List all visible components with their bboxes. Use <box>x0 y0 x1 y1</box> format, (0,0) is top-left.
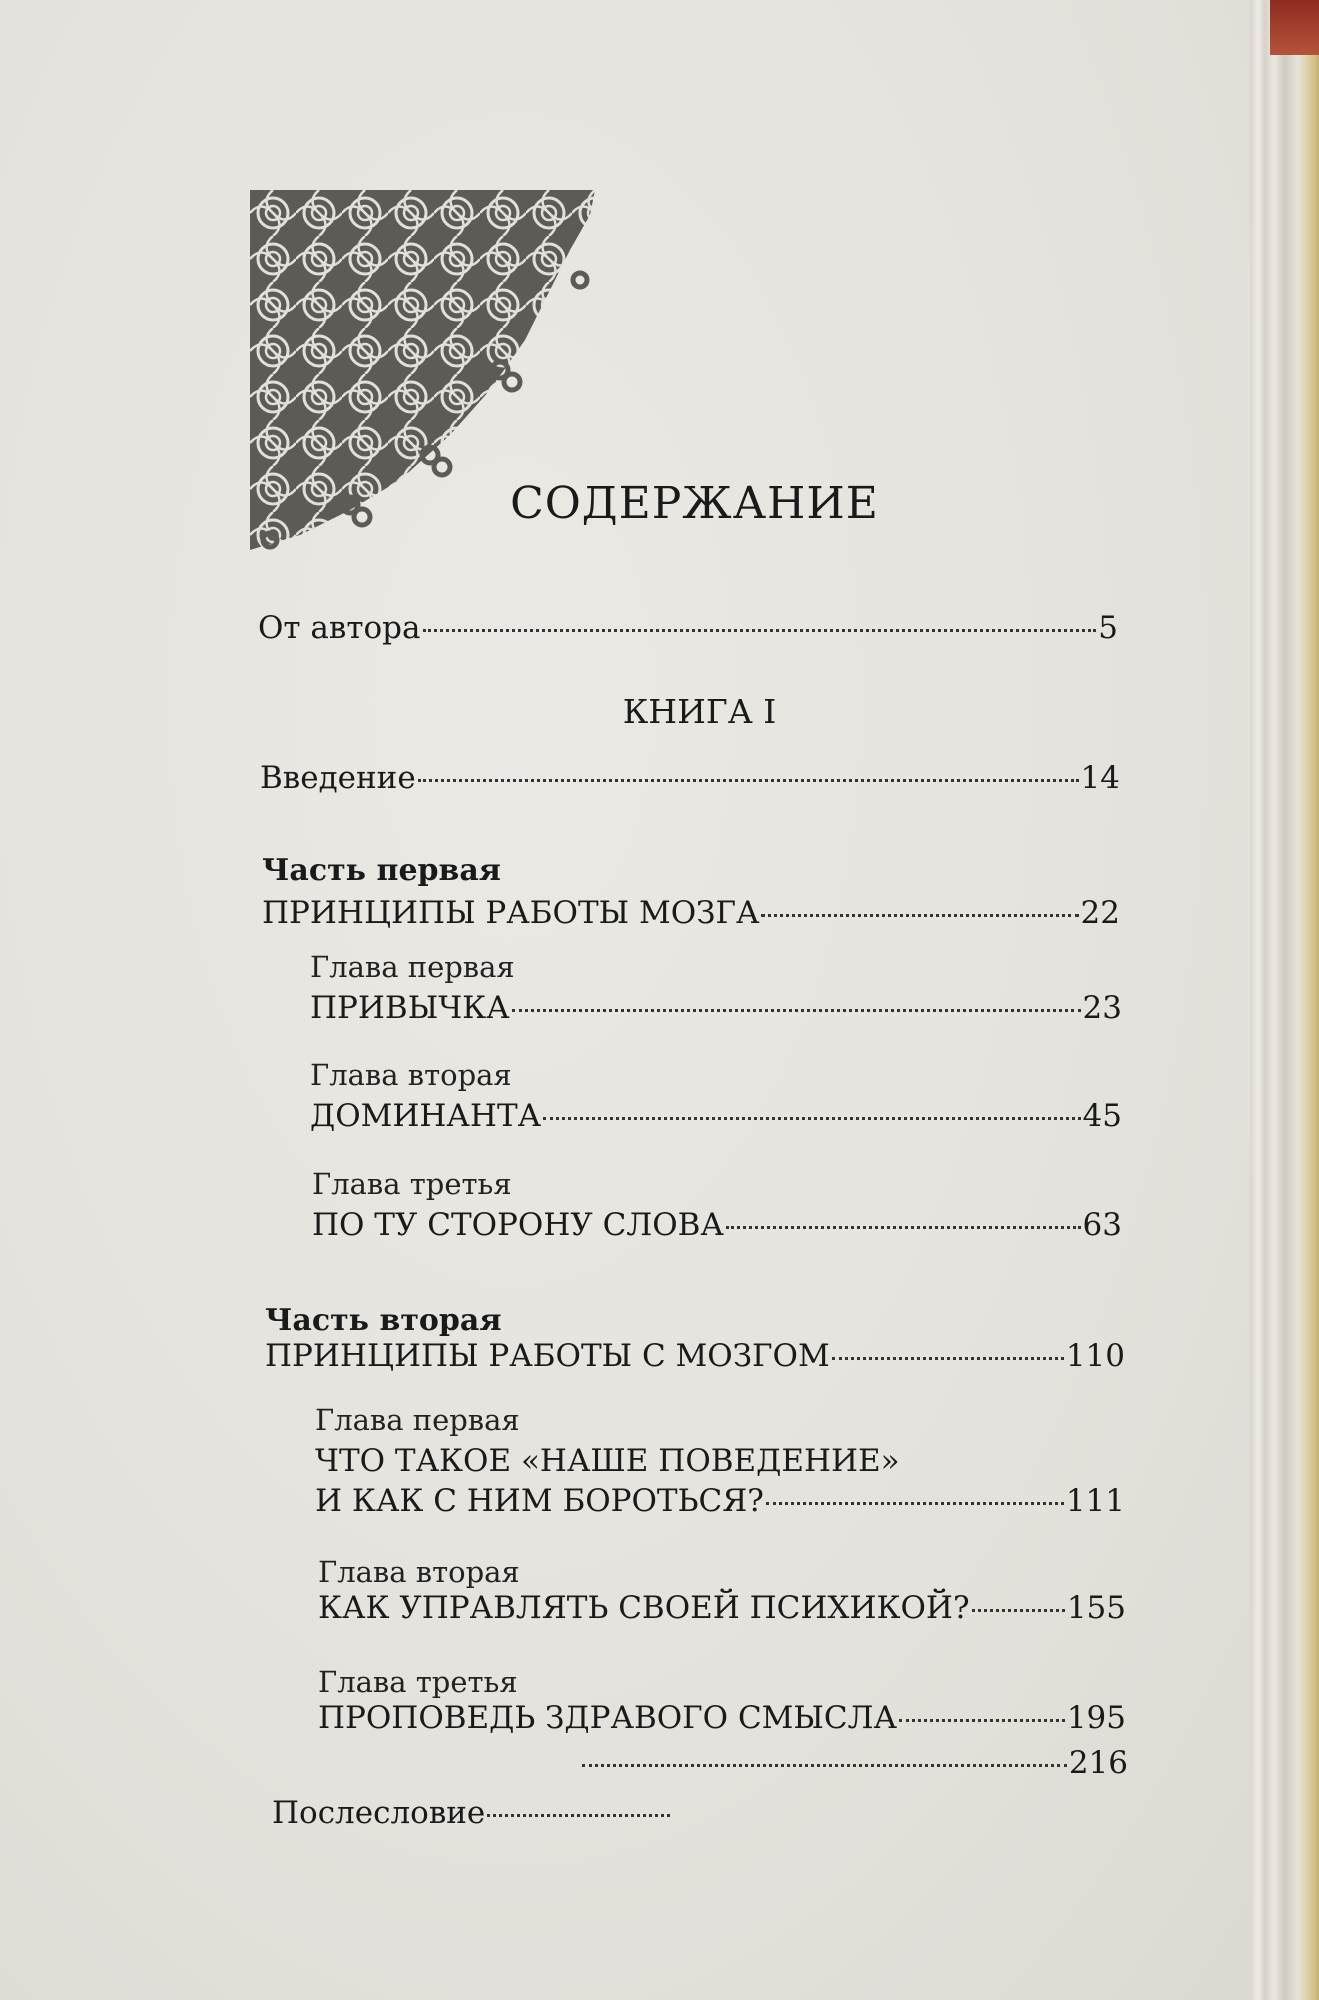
toc-entry-page: 110 <box>1065 1338 1125 1374</box>
chapter-label: Глава вторая <box>310 1058 512 1092</box>
chapter-label: Глава третья <box>318 1665 518 1699</box>
toc-entry-page: 111 <box>1065 1483 1125 1519</box>
dot-leader <box>766 1500 1064 1505</box>
toc-entry-chapter <box>310 1098 1122 1134</box>
toc-entry-chapter <box>310 990 1122 1026</box>
part2-label: Часть вторая <box>265 1303 502 1338</box>
toc-entry-page: 5 <box>1098 610 1118 646</box>
part1-label: Часть первая <box>262 853 501 888</box>
toc-entry-afterword <box>272 1745 1128 1781</box>
toc-entry-page: 23 <box>1082 990 1122 1026</box>
toc-entry-page: 45 <box>1082 1098 1122 1134</box>
toc-entry-label: И КАК С НИМ БОРОТЬСЯ? <box>315 1483 764 1519</box>
toc-entry-label: От автора <box>258 610 421 646</box>
dot-leader <box>512 1007 1081 1012</box>
toc-entry-label: ПРИНЦИПЫ РАБОТЫ С МОЗГОМ <box>265 1338 830 1374</box>
toc-entry-preface <box>258 610 1118 646</box>
chapter-label: Глава вторая <box>318 1555 520 1589</box>
toc-entry-label: ПРИНЦИПЫ РАБОТЫ МОЗГА <box>262 895 760 931</box>
toc-entry-label: ПО ТУ СТОРОНУ СЛОВА <box>312 1207 724 1243</box>
toc-entry-chapter <box>315 1483 1125 1519</box>
toc-entry-chapter <box>312 1207 1122 1243</box>
toc-entry-page: 63 <box>1082 1207 1122 1243</box>
toc-entry-chapter <box>318 1590 1126 1626</box>
toc-entry-intro <box>260 760 1120 796</box>
dot-leader <box>487 1812 670 1817</box>
dot-leader <box>423 627 1097 632</box>
toc-entry-page: 195 <box>1066 1700 1126 1736</box>
dot-leader <box>899 1717 1065 1722</box>
toc-entry-label: Введение <box>260 760 416 796</box>
toc-entry-label: ПРОПОВЕДЬ ЗДРАВОГО СМЫСЛА <box>318 1700 897 1736</box>
chapter-title-line: ЧТО ТАКОЕ «НАШЕ ПОВЕДЕНИЕ» <box>315 1443 900 1479</box>
chapter-label: Глава первая <box>315 1403 520 1437</box>
dot-leader <box>761 912 1078 917</box>
toc-entry-label: ПРИВЫЧКА <box>310 990 510 1026</box>
toc-entry-label: Послесловие <box>272 1795 486 1831</box>
cover-edge <box>1270 0 1319 55</box>
dot-leader <box>543 1115 1080 1120</box>
book-heading: КНИГА I <box>622 692 777 731</box>
chapter-label: Глава первая <box>310 950 515 984</box>
toc-entry-label: КАК УПРАВЛЯТЬ СВОЕЙ ПСИХИКОЙ? <box>318 1590 970 1626</box>
toc-entry-afterword-label <box>272 1795 672 1831</box>
page-edges <box>1250 0 1319 2000</box>
toc-entry-label: ДОМИНАНТА <box>310 1098 542 1134</box>
dot-leader <box>582 1762 1067 1767</box>
toc-entry-part1 <box>262 895 1120 931</box>
dot-leader <box>418 777 1079 782</box>
dot-leader <box>972 1607 1065 1612</box>
chapter-label: Глава третья <box>312 1167 512 1201</box>
toc-entry-page: 216 <box>1068 1745 1128 1781</box>
toc-entry-part2 <box>265 1338 1125 1374</box>
toc-entry-chapter <box>318 1700 1126 1736</box>
page-title: СОДЕРЖАНИЕ <box>510 478 879 529</box>
toc-entry-page: 14 <box>1080 760 1120 796</box>
dot-leader <box>726 1224 1081 1229</box>
dot-leader <box>832 1355 1064 1360</box>
toc-entry-page: 22 <box>1080 895 1120 931</box>
toc-entry-page: 155 <box>1066 1590 1126 1626</box>
